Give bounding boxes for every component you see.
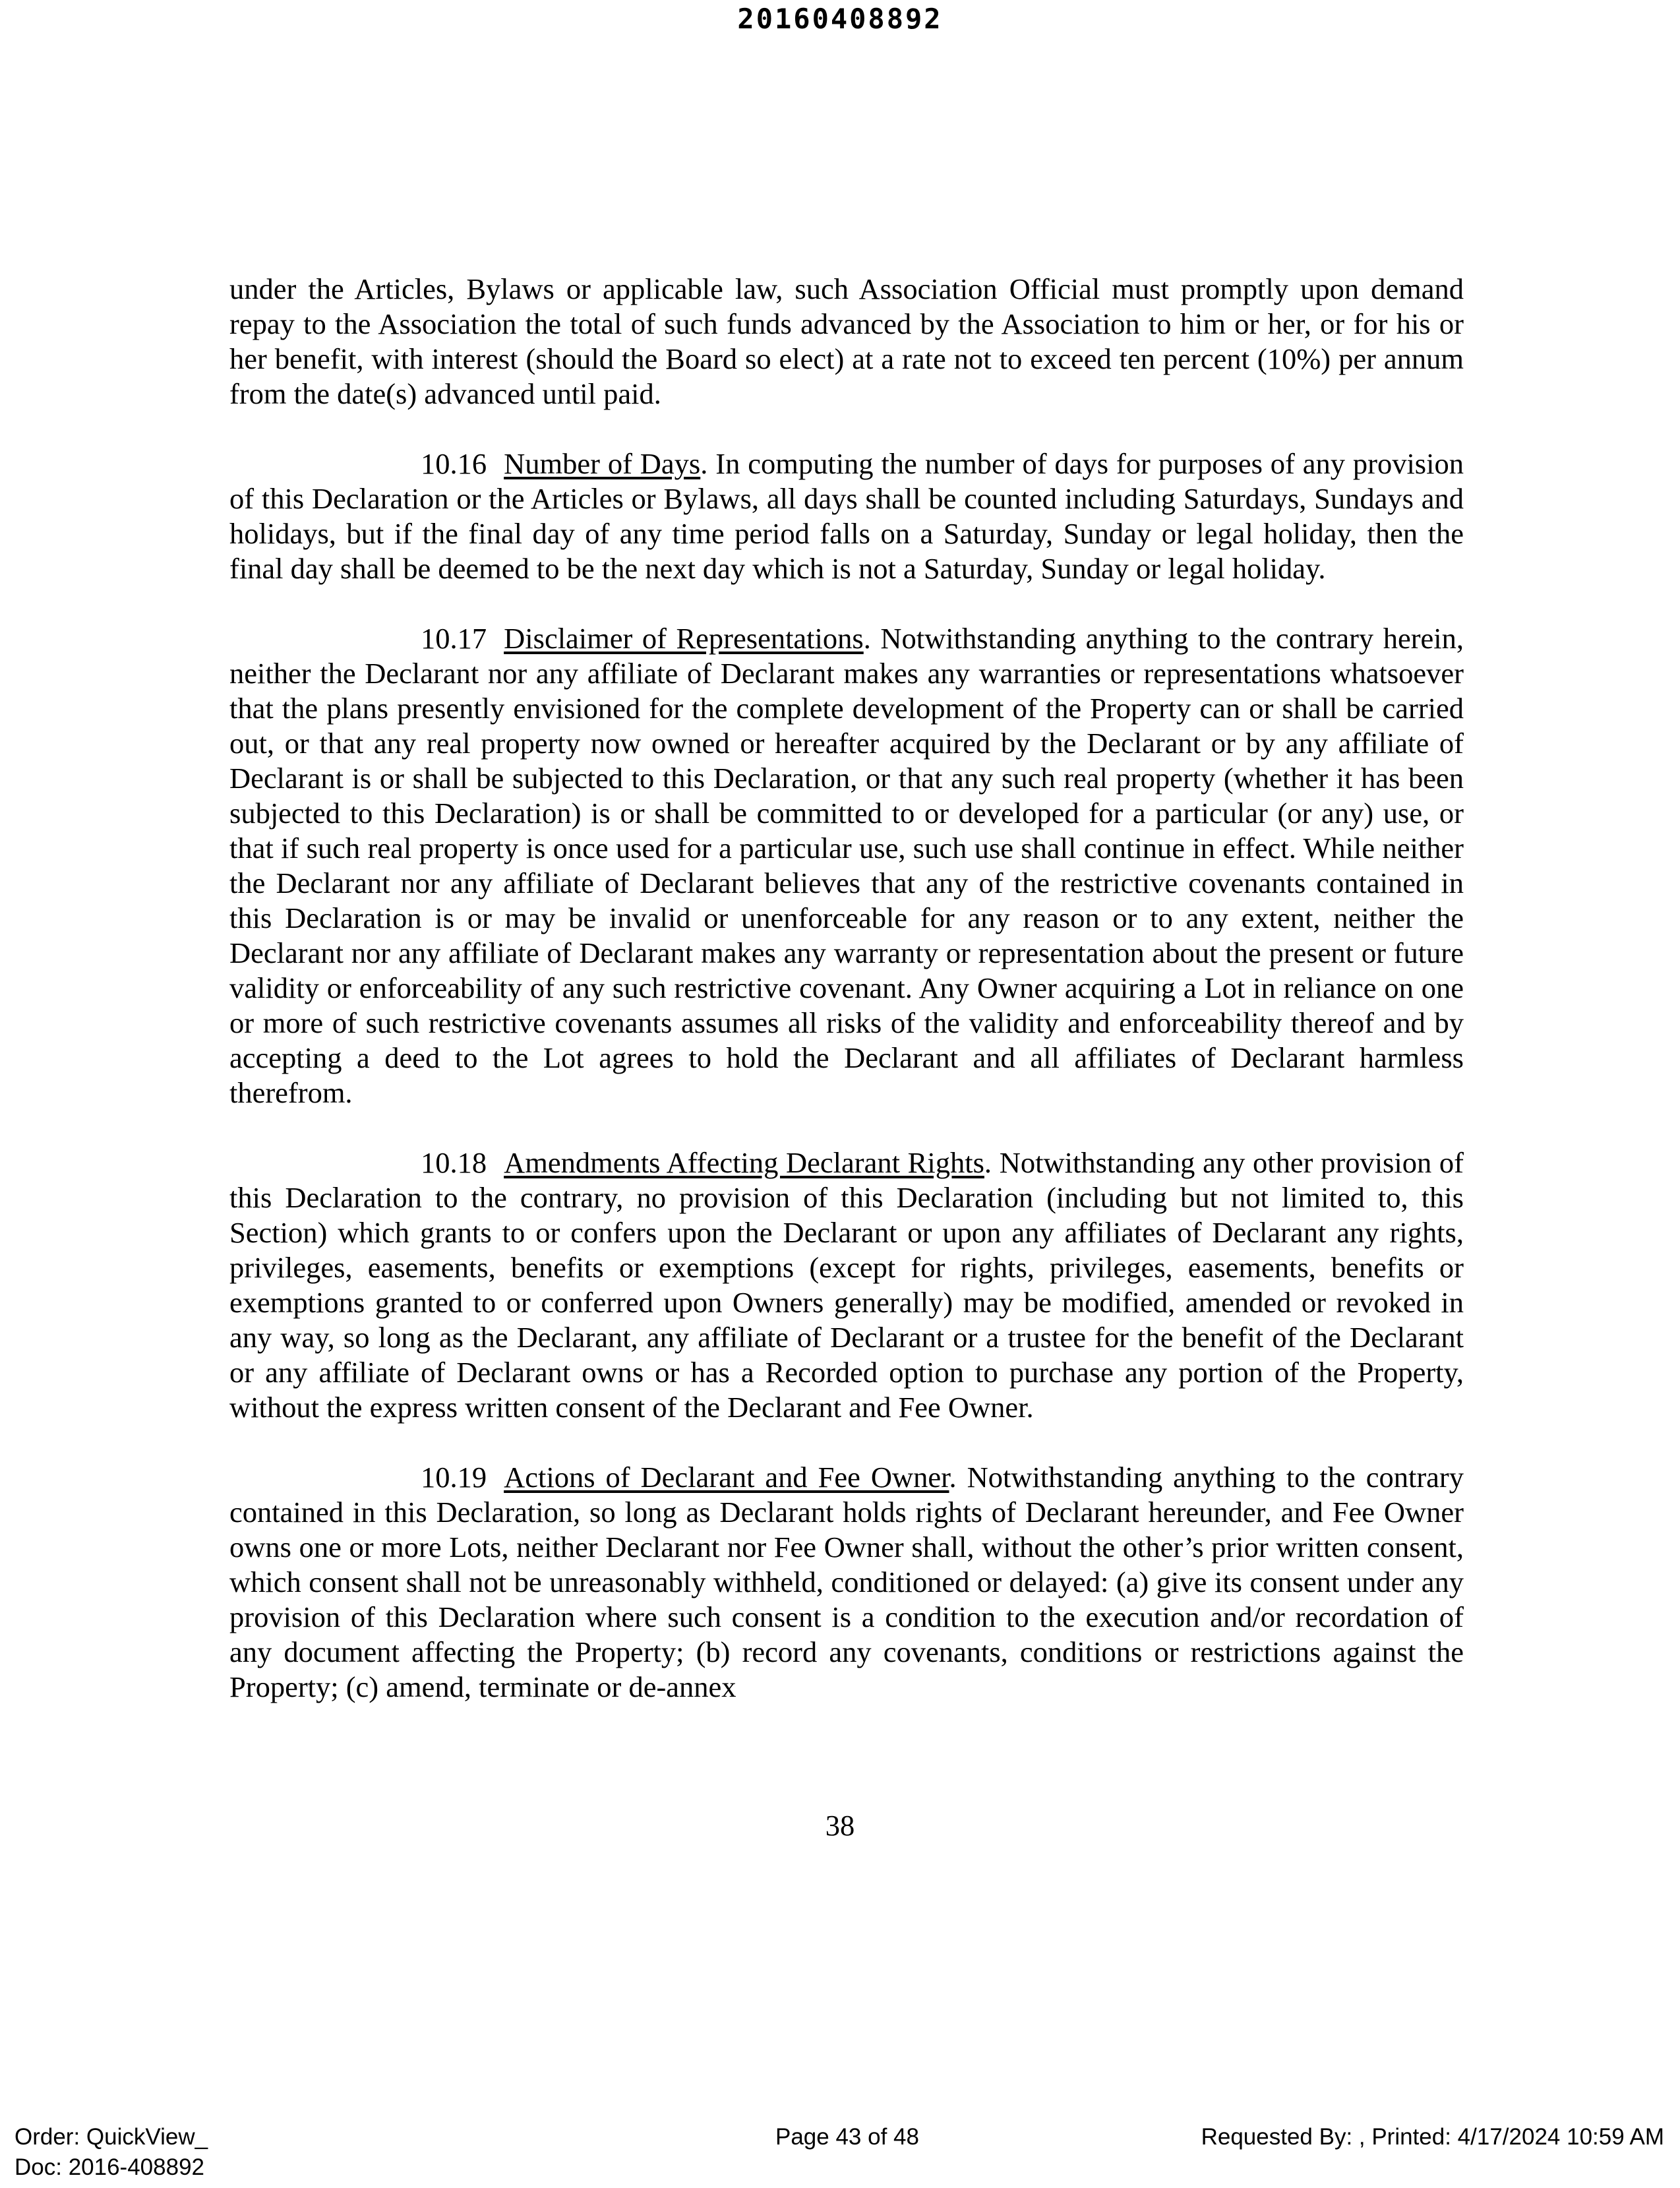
document-body xyxy=(229,272,1464,1740)
section-text: . Notwithstanding anything to the contrary herein, neither the Declarant nor any affiliate of Declarant makes any warranties or representations whatsoever that the plans presently envisioned for the complete development of the Property can or shall be carried out, or that any real property now owned or hereafter acquired by the Declarant or by any affiliate of Declarant is or shall be subjected to this Declaration, or that any such real property (whether it has been subjected to this Declaration) is or shall be committed to or developed for a particular (or any) use, or that if such real property is once used for a particular use, such use shall continue in effect. While neither the Declarant nor any affiliate of Declarant believes that any of the restrictive covenants contained in this Declaration is or may be invalid or unenforceable for any reason or to any extent, neither the Declarant nor any affiliate of Declarant makes any warranty or representation about the present or future validity or enforceability of any such restrictive covenant. Any Owner acquiring a Lot in reliance on one or more of such restrictive covenants assumes all risks of the validity and enforceability thereof and by accepting a deed to the Lot agrees to hold the Declarant and all affiliates of Declarant harmless therefrom. xyxy=(229,622,1464,1109)
section-10-19 xyxy=(229,1460,1464,1705)
section-number: 10.18 xyxy=(421,1146,487,1179)
section-number: 10.16 xyxy=(421,447,487,480)
section-number: 10.19 xyxy=(421,1461,487,1494)
section-text: . In computing the number of days for purposes of any provision of this Declaration or the Articles or Bylaws, all days shall be counted including Saturdays, Sundays and holidays, but if the final day of any time period falls on a Saturday, Sunday or legal holiday, then the final day shall be deemed to be the next day which is not a Saturday, Sunday or legal holiday. xyxy=(229,447,1464,585)
footer-page-count: Page 43 of 48 xyxy=(775,2124,919,2150)
section-10-16 xyxy=(229,446,1464,586)
document-number: 20160408892 xyxy=(737,3,943,35)
page-number: 38 xyxy=(825,1809,855,1842)
section-10-18 xyxy=(229,1145,1464,1425)
section-title: Actions of Declarant and Fee Owner xyxy=(504,1461,949,1494)
paragraph-continuation: under the Articles, Bylaws or applicable law, such Association Official must promptly upon demand repay to the Association the total of such funds advanced by the Association to him or her, or for his or her benefit, with interest (should the Board so elect) at a rate not to exceed ten percent (10%) per annum from the date(s) advanced until paid. xyxy=(229,272,1464,410)
section-text: . Notwithstanding any other provision of this Declaration to the contrary, no provision of this Declaration (including but not limited to, this Section) which grants to or confers upon the Declarant or upon any affiliates of Declarant any rights, privileges, easements, benefits or exemptions (except for rights, privileges, easements, benefits or exemptions granted to or conferred upon Owners generally) may be modified, amended or revoked in any way, so long as the Declarant, any affiliate of Declarant or a trustee for the benefit of the Declarant or any affiliate of Declarant owns or has a Recorded option to purchase any portion of the Property, without the express written consent of the Declarant and Fee Owner. xyxy=(229,1146,1464,1424)
footer-requested-info: Requested By: , Printed: 4/17/2024 10:59 AM xyxy=(1201,2124,1664,2150)
section-text: . Notwithstanding anything to the contrary contained in this Declaration, so long as Declarant holds rights of Declarant hereunder, and Fee Owner owns one or more Lots, neither Declarant nor Fee Owner shall, without the other’s prior written consent, which consent shall not be unreasonably withheld, conditioned or delayed: (a) give its consent under any provision of this Declaration where such consent is a condition to the execution and/or recordation of any document affecting the Property; (b) record any covenants, conditions or restrictions against the Property; (c) amend, terminate or de-annex xyxy=(229,1461,1464,1703)
section-10-17 xyxy=(229,621,1464,1110)
section-title: Disclaimer of Representations xyxy=(504,622,864,655)
section-title: Amendments Affecting Declarant Rights xyxy=(504,1146,984,1179)
footer-doc: Doc: 2016-408892 xyxy=(15,2154,204,2180)
section-title: Number of Days xyxy=(504,447,701,480)
footer-order-info xyxy=(15,2122,208,2183)
section-number: 10.17 xyxy=(421,622,487,655)
footer-order: Order: QuickView_ xyxy=(15,2124,208,2150)
